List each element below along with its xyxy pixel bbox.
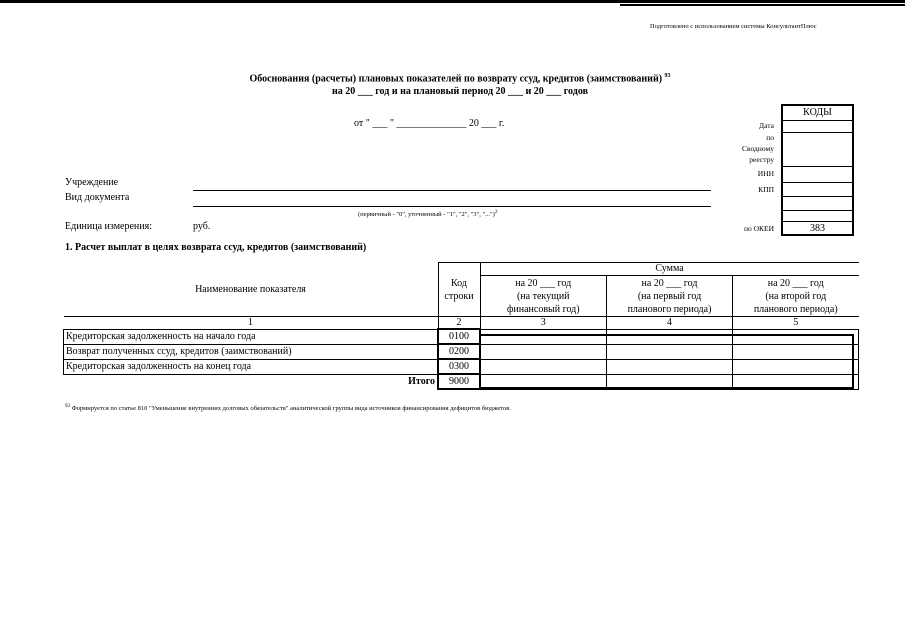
- total-label: Итого: [64, 374, 439, 389]
- doc-type-hint-text: (первичный - "0", уточненный - "1", "2", "3", "..."): [358, 211, 495, 219]
- codes-label-okei: по ОКЕИ: [743, 224, 774, 233]
- header-col4: [607, 276, 733, 317]
- header-col5-line-3: планового периода): [753, 303, 838, 315]
- row-code: 0200: [438, 344, 480, 359]
- scan-edge-top-right: [620, 4, 905, 6]
- col-number-4: 4: [607, 317, 733, 330]
- codes-box: [781, 104, 854, 236]
- codes-row-date[interactable]: [783, 132, 852, 133]
- footnote-ref: 93: [65, 404, 70, 409]
- codes-row-registry[interactable]: [783, 166, 852, 167]
- scan-edge-top: [0, 0, 905, 3]
- title-line-1: Обоснования (расчеты) плановых показателей по возврату ссуд, кредитов (заимствований): [249, 73, 663, 85]
- total-value-current[interactable]: [480, 374, 607, 389]
- doc-type-hint: [358, 209, 498, 218]
- col-number-1: 1: [64, 317, 439, 330]
- row-value-plan1[interactable]: [607, 359, 733, 374]
- okei-value: 383: [810, 223, 825, 234]
- codes-row-inn[interactable]: [783, 182, 852, 183]
- codes-label-registry-1: по: [766, 133, 774, 142]
- codes-label-registry-2: Сводному: [742, 144, 774, 153]
- table-row: [64, 344, 859, 359]
- row-code: 0300: [438, 359, 480, 374]
- header-col3-line-3: финансовый год): [506, 303, 580, 315]
- row-value-current[interactable]: [480, 344, 607, 359]
- doc-type-label: Вид документа: [65, 192, 130, 203]
- row-value-plan2[interactable]: [733, 344, 859, 359]
- header-col4-line-3: планового периода): [627, 303, 712, 315]
- title-footnote-ref: 93: [664, 73, 671, 79]
- footnote: [65, 404, 511, 412]
- total-value-plan2[interactable]: [733, 374, 859, 389]
- total-code: 9000: [438, 374, 480, 389]
- footnote-text: Формируется по статье 810 "Уменьшение внутренних долговых обязательств" аналитической группы вида источников финансирования дефицитов бюджетов.: [71, 405, 511, 413]
- header-col5-line-2: (на второй год: [765, 290, 827, 302]
- header-col3-line-1: на 20 ___ год: [515, 277, 572, 289]
- row-name: Кредиторская задолженность на начало года: [64, 329, 439, 344]
- row-value-plan1[interactable]: [607, 329, 733, 344]
- document-title: [160, 70, 760, 98]
- row-value-plan1[interactable]: [607, 344, 733, 359]
- header-name: Наименование показателя: [64, 263, 439, 317]
- row-value-current[interactable]: [480, 329, 607, 344]
- row-value-plan2[interactable]: [733, 329, 859, 344]
- doc-type-hint-sup: 2: [494, 209, 498, 215]
- calculation-table: [63, 262, 859, 390]
- header-code: [438, 263, 480, 317]
- header-col3: [480, 276, 607, 317]
- codes-row-empty[interactable]: [783, 210, 852, 211]
- unit-label: Единица измерения:: [65, 221, 152, 232]
- codes-header: КОДЫ: [783, 106, 852, 121]
- header-col4-line-1: на 20 ___ год: [641, 277, 698, 289]
- doc-type-field[interactable]: [193, 206, 711, 207]
- col-number-3: 3: [480, 317, 607, 330]
- row-code: 0100: [438, 329, 480, 344]
- table-row: [64, 329, 859, 344]
- date-line: от " ___ " ______________ 20 ___ г.: [354, 118, 505, 129]
- table-header-row-1: [64, 263, 859, 276]
- row-value-plan2[interactable]: [733, 359, 859, 374]
- institution-field[interactable]: [193, 190, 711, 191]
- header-code-line-1: Код: [451, 277, 467, 289]
- table-total-row: [64, 374, 859, 389]
- header-col3-line-2: (на текущий: [516, 290, 570, 302]
- codes-row-kpp[interactable]: [783, 196, 852, 197]
- row-value-current[interactable]: [480, 359, 607, 374]
- row-name: Кредиторская задолженность на конец года: [64, 359, 439, 374]
- header-code-line-2: строки: [444, 290, 474, 302]
- col-number-5: 5: [733, 317, 859, 330]
- codes-label-inn: ИНН: [757, 169, 774, 178]
- codes-label-kpp: КПП: [758, 185, 774, 194]
- prepared-note: Подготовлено с использованием системы КонсультантПлюс: [650, 23, 817, 30]
- header-col4-line-2: (на первый год: [637, 290, 702, 302]
- header-col5: [733, 276, 859, 317]
- table-number-row: [64, 317, 859, 330]
- codes-label-registry-3: реестру: [749, 155, 774, 164]
- codes-label-date: Дата: [759, 121, 774, 130]
- section-title: 1. Расчет выплат в целях возврата ссуд, кредитов (заимствований): [65, 242, 367, 253]
- table-row: [64, 359, 859, 374]
- unit-value: руб.: [193, 221, 211, 232]
- codes-row-okei[interactable]: [783, 221, 852, 222]
- institution-label: Учреждение: [65, 177, 119, 188]
- row-name: Возврат полученных ссуд, кредитов (заимствований): [64, 344, 439, 359]
- header-col5-line-1: на 20 ___ год: [767, 277, 824, 289]
- col-number-2: 2: [438, 317, 480, 330]
- total-value-plan1[interactable]: [607, 374, 733, 389]
- header-sum: Сумма: [480, 263, 859, 276]
- title-line-2: на 20 ___ год и на плановый период 20 ___ и 20 ___ годов: [332, 86, 588, 98]
